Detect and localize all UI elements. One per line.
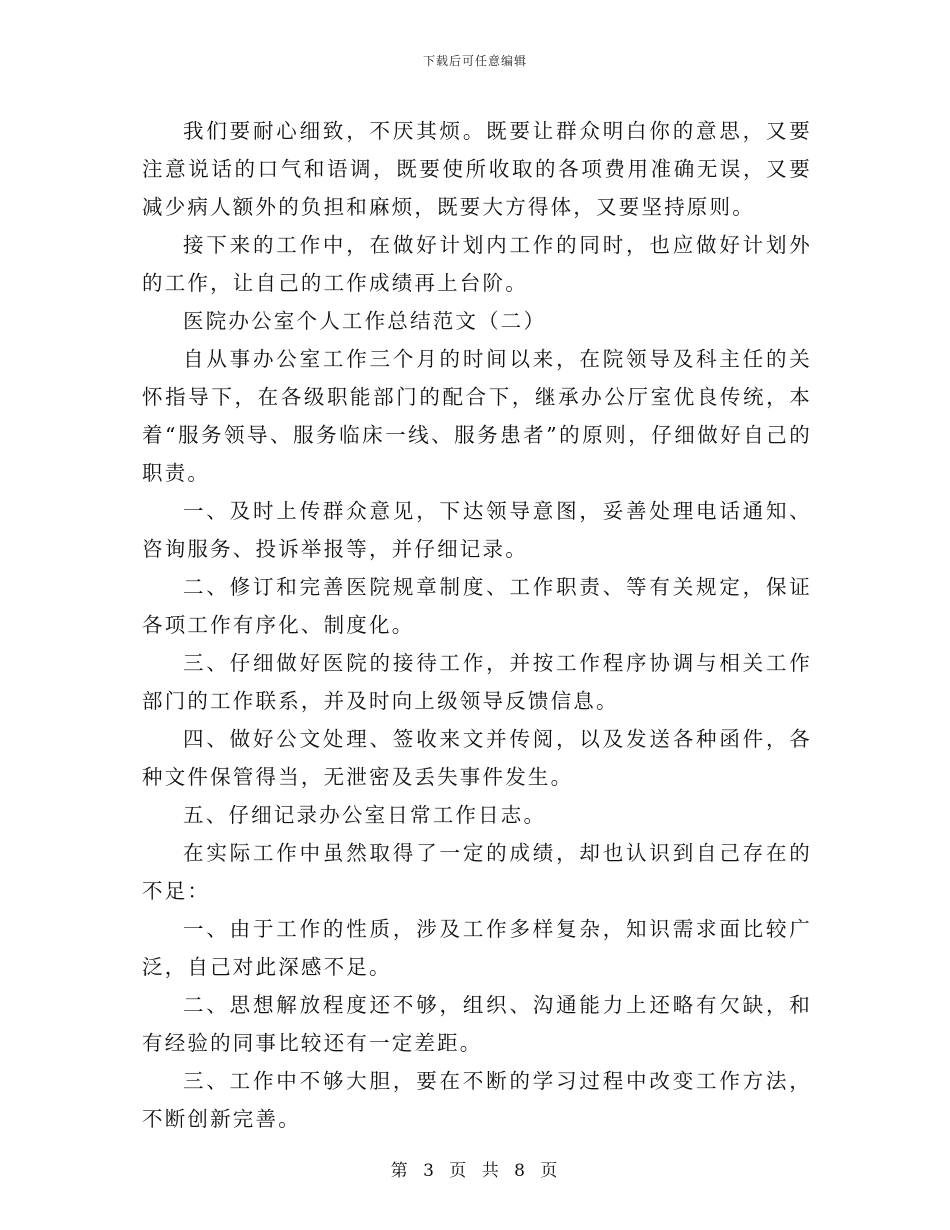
page-header: 下载后可任意编辑 <box>422 54 527 68</box>
list-item: 五、仔细记录办公室日常工作日志。 <box>183 803 547 827</box>
page-number: 第 3 页 共 8 页 <box>390 1161 560 1181</box>
list-item: 二、思想解放程度还不够，组织、沟通能力上还略有欠缺，和有经验的同事比较还有一定差距。 <box>142 993 812 1055</box>
list-item: 四、做好公文处理、签收来文并传阅，以及发送各种函件，各种文件保管得当，无泄密及丢失事件发生。 <box>142 727 812 789</box>
section-title: 医院办公室个人工作总结范文（二） <box>183 309 547 333</box>
list-item: 一、及时上传群众意见，下达领导意图，妥善处理电话通知、咨询服务、投诉举报等，并仔细记录。 <box>142 499 812 561</box>
list-item: 一、由于工作的性质，涉及工作多样复杂，知识需求面比较广泛，自己对此深感不足。 <box>142 917 812 979</box>
list-item: 二、修订和完善医院规章制度、工作职责、等有关规定，保证各项工作有序化、制度化。 <box>142 575 812 637</box>
paragraph: 自从事办公室工作三个月的时间以来，在院领导及科主任的关怀指导下，在各级职能部门的配合下，继承办公厅室优良传统，本着“服务领导、服务临床一线、服务患者”的原则，仔细做好自己的职责。 <box>142 347 812 485</box>
paragraph: 我们要耐心细致，不厌其烦。既要让群众明白你的意思，又要注意说话的口气和语调，既要使所收取的各项费用准确无误，又要减少病人额外的负担和麻烦，既要大方得体，又要坚持原则。 <box>142 119 812 219</box>
list-item: 三、仔细做好医院的接待工作，并按工作程序协调与相关工作部门的工作联系，并及时向上级领导反馈信息。 <box>142 651 812 713</box>
document-body <box>142 112 812 1138</box>
list-item: 三、工作中不够大胆，要在不断的学习过程中改变工作方法，不断创新完善。 <box>142 1069 812 1131</box>
paragraph: 接下来的工作中，在做好计划内工作的同时，也应做好计划外的工作，让自己的工作成绩再上台阶。 <box>142 233 812 295</box>
paragraph: 在实际工作中虽然取得了一定的成绩，却也认识到自己存在的不足： <box>142 841 812 903</box>
